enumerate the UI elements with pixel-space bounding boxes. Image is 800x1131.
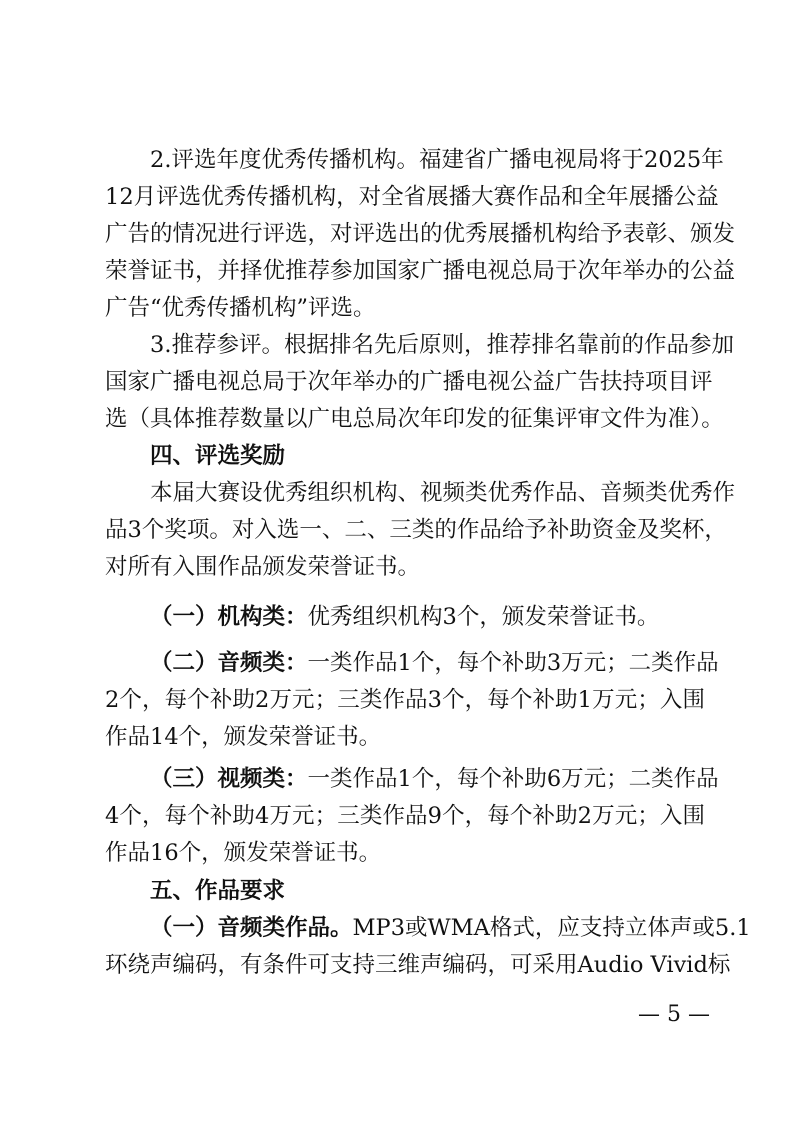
paragraph-4-line-1 — [150, 602, 705, 632]
paragraph-2-line-1: 3.推荐参评。根据排名先后原则，推荐排名靠前的作品参加 — [150, 332, 734, 358]
page-number: — 5 — — [638, 1002, 710, 1027]
paragraph-5-line-1 — [150, 648, 719, 678]
paragraph-1-line-4: 荣誉证书，并择优推荐参加国家广播电视总局于次年举办的公益 — [105, 258, 736, 284]
paragraph-6-label: （三）视频类： — [150, 766, 308, 792]
paragraph-5-text: 一类作品1个，每个补助3万元；二类作品 — [307, 650, 719, 676]
paragraph-6-line-1 — [150, 764, 719, 794]
section-heading-4: 四、评选奖励 — [150, 443, 286, 469]
paragraph-1-line-3: 广告的情况进行评选，对评选出的优秀展播机构给予表彰、颁发 — [105, 221, 736, 247]
paragraph-7-line-1 — [150, 913, 751, 943]
paragraph-4-label: （一）机构类： — [150, 604, 308, 630]
paragraph-5-line-2: 2个，每个补助2万元；三类作品3个，每个补助1万元；入围 — [105, 687, 705, 713]
section-heading-5: 五、作品要求 — [150, 878, 286, 904]
paragraph-3-line-2: 品3个奖项。对入选一、二、三类的作品给予补助资金及奖杯， — [105, 517, 727, 543]
paragraph-1-line-5: 广告“优秀传播机构”评选。 — [105, 295, 376, 321]
paragraph-6-text: 一类作品1个，每个补助6万元；二类作品 — [307, 766, 719, 792]
paragraph-1-line-2: 12月评选优秀传播机构，对全省展播大赛作品和全年展播公益 — [105, 184, 719, 210]
paragraph-6-line-3: 作品16个，颁发荣誉证书。 — [105, 840, 382, 866]
paragraph-5-line-3: 作品14个，颁发荣誉证书。 — [105, 724, 382, 750]
paragraph-4-text: 优秀组织机构3个，颁发荣誉证书。 — [307, 604, 660, 630]
paragraph-3-line-3: 对所有入围作品颁发荣誉证书。 — [105, 554, 421, 580]
paragraph-2-line-3: 选（具体推荐数量以广电总局次年印发的征集评审文件为准）。 — [105, 406, 724, 432]
paragraph-6-line-2: 4个，每个补助4万元；三类作品9个，每个补助2万元；入围 — [105, 803, 705, 829]
paragraph-7-label: （一）音频类作品。 — [150, 915, 353, 941]
paragraph-7-line-2: 环绕声编码，有条件可支持三维声编码，可采用Audio Vivid标 — [105, 952, 731, 978]
paragraph-2-line-2: 国家广播电视总局于次年举办的广播电视公益广告扶持项目评 — [105, 369, 713, 395]
paragraph-3-line-1: 本届大赛设优秀组织机构、视频类优秀作品、音频类优秀作 — [150, 480, 736, 506]
paragraph-1-line-1: 2.评选年度优秀传播机构。福建省广播电视局将于2025年 — [150, 147, 724, 173]
paragraph-5-label: （二）音频类： — [150, 650, 308, 676]
paragraph-7-text: MP3或WMA格式，应支持立体声或5.1 — [352, 915, 751, 941]
